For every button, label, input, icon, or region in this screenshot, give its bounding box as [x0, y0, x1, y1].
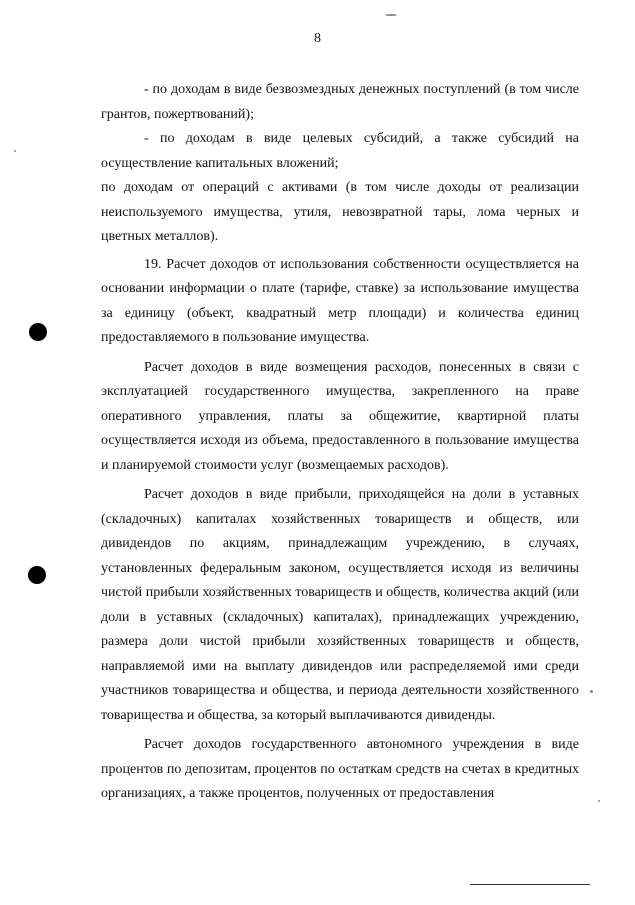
body-text — [101, 78, 579, 807]
footer-rule — [470, 884, 590, 885]
paragraph-dividends: Расчет доходов в виде прибыли, приходящейся на доли в уставных (складочных) капиталах хозяйственных товариществ и обществ, или дивидендов по акциям, принадлежащим учреждению, в случаях, установленных федеральным законом, осуществляется исходя из величины чистой прибыли хозяйственных товариществ и обществ, количества акций (или доли в уставных (складочных) капиталах), принадлежащих учреждению, размера доли чистой прибыли хозяйственных товариществ и обществ, направляемой ими на выплату дивидендов или распределяемой ими среди участников товарищества и общества, и периода деятельности хозяйственного товарищества и общества, за который выплачиваются дивиденды. — [101, 487, 579, 723]
scan-mark — [385, 14, 397, 16]
paragraph-subsidies: - по доходам в виде целевых субсидий, а также субсидий на осуществление капитальных вложений; — [101, 131, 579, 171]
scan-speck — [598, 800, 600, 802]
paragraph-interest: Расчет доходов государственного автономного учреждения в виде процентов по депозитам, процентов по остаткам средств на счетах в кредитных организациях, а также процентов, полученных от предоставления — [101, 737, 579, 801]
page-number: 8 — [314, 31, 321, 46]
paragraph-expense-reimbursement: Расчет доходов в виде возмещения расходов, понесенных в связи с эксплуатацией государственного имущества, закрепленного на праве оперативного управления, платы за общежитие, квартирной платы осуществляется исходя из объема, предоставленного в пользование имущества и планируемой стоимости услуг (возмещаемых расходов). — [101, 359, 579, 473]
scan-speck — [590, 690, 593, 693]
scan-speck — [14, 150, 16, 152]
paragraph-asset-operations: по доходам от операций с активами (в том числе доходы от реализации неиспользуемого имущества, утиля, невозвратной тары, лома черных и цветных металлов). — [101, 180, 579, 244]
paragraph-grants: - по доходам в виде безвозмездных денежных поступлений (в том числе грантов, пожертвований); — [101, 82, 579, 122]
punch-hole-bottom — [28, 566, 46, 584]
punch-hole-top — [29, 323, 47, 341]
paragraph-property-income: 19. Расчет доходов от использования собственности осуществляется на основании информации о плате (тарифе, ставке) за использование имущества за единицу (объект, квадратный метр площади) и количества единиц предоставляемого в пользование имущества. — [101, 256, 579, 345]
